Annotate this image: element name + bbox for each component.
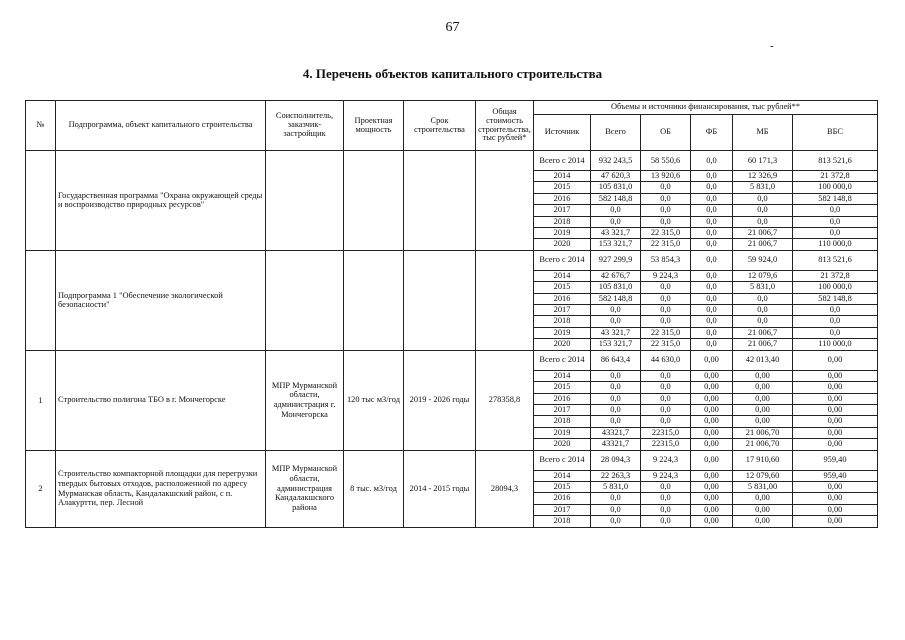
- amount-cell-ob: 44 630,0: [641, 350, 691, 370]
- amount-cell-ob: 22 315,0: [641, 327, 691, 338]
- capacity-cell: [344, 151, 404, 251]
- amount-cell-fb: 0,00: [691, 404, 733, 415]
- source-cell: 2019: [534, 228, 591, 239]
- amount-cell-vbs: 100 000,0: [793, 282, 878, 293]
- source-cell: 2014: [534, 171, 591, 182]
- amount-cell-vbs: 0,0: [793, 216, 878, 227]
- term-cell: 2019 - 2026 годы: [404, 350, 476, 450]
- amount-cell-fb: 0,0: [691, 270, 733, 281]
- row-number: 2: [26, 450, 56, 527]
- header-ob: ОБ: [641, 115, 691, 151]
- header-capacity: Проектная мощность: [344, 101, 404, 151]
- source-cell: 2020: [534, 439, 591, 450]
- amount-cell-total: 42 676,7: [591, 270, 641, 281]
- amount-cell-fb: 0,00: [691, 504, 733, 515]
- amount-cell-mb: 12 079,6: [733, 270, 793, 281]
- amount-cell-fb: 0,0: [691, 216, 733, 227]
- amount-cell-mb: 21 006,70: [733, 439, 793, 450]
- amount-cell-total: 0,0: [591, 504, 641, 515]
- amount-cell-ob: 9 224,3: [641, 270, 691, 281]
- amount-cell-total: 43 321,7: [591, 228, 641, 239]
- header-financing: Объемы и источники финансирования, тыс рублей**: [534, 101, 878, 115]
- amount-cell-mb: 0,00: [733, 404, 793, 415]
- source-cell: 2019: [534, 327, 591, 338]
- amount-cell-total: 0,0: [591, 516, 641, 527]
- amount-cell-total: 0,0: [591, 316, 641, 327]
- amount-cell-vbs: 0,00: [793, 481, 878, 492]
- table-body: [26, 151, 878, 528]
- amount-cell-vbs: 21 372,8: [793, 171, 878, 182]
- source-cell: 2018: [534, 416, 591, 427]
- header-term: Срок строительства: [404, 101, 476, 151]
- source-cell: Всего с 2014: [534, 350, 591, 370]
- amount-cell-ob: 58 550,6: [641, 151, 691, 171]
- amount-cell-ob: 0,0: [641, 516, 691, 527]
- source-cell: Всего с 2014: [534, 151, 591, 171]
- amount-cell-ob: 22 315,0: [641, 339, 691, 350]
- source-cell: 2017: [534, 404, 591, 415]
- source-cell: 2019: [534, 427, 591, 438]
- term-cell: [404, 250, 476, 350]
- amount-cell-mb: 0,0: [733, 305, 793, 316]
- amount-cell-total: 0,0: [591, 416, 641, 427]
- amount-cell-vbs: 0,00: [793, 427, 878, 438]
- amount-cell-total: 5 831,0: [591, 481, 641, 492]
- amount-cell-ob: 0,0: [641, 193, 691, 204]
- capacity-cell: 8 тыс. м3/год: [344, 450, 404, 527]
- amount-cell-ob: 0,0: [641, 370, 691, 381]
- document-title: 4. Перечень объектов капитального строительства: [302, 66, 603, 81]
- amount-cell-vbs: 959,40: [793, 450, 878, 470]
- source-cell: 2016: [534, 393, 591, 404]
- header-source: Источник: [534, 115, 591, 151]
- amount-cell-fb: 0,0: [691, 151, 733, 171]
- amount-cell-vbs: 0,00: [793, 370, 878, 381]
- source-cell: 2017: [534, 205, 591, 216]
- amount-cell-vbs: 813 521,6: [793, 250, 878, 270]
- amount-cell-fb: 0,00: [691, 450, 733, 470]
- amount-cell-mb: 42 013,40: [733, 350, 793, 370]
- amount-cell-total: 0,0: [591, 493, 641, 504]
- amount-cell-vbs: 0,00: [793, 382, 878, 393]
- amount-cell-fb: 0,00: [691, 382, 733, 393]
- amount-cell-ob: 0,0: [641, 416, 691, 427]
- amount-cell-fb: 0,0: [691, 293, 733, 304]
- amount-cell-vbs: 813 521,6: [793, 151, 878, 171]
- amount-cell-mb: 0,0: [733, 193, 793, 204]
- amount-cell-mb: 21 006,7: [733, 228, 793, 239]
- amount-cell-total: 43 321,7: [591, 327, 641, 338]
- amount-cell-fb: 0,0: [691, 171, 733, 182]
- amount-cell-vbs: 21 372,8: [793, 270, 878, 281]
- source-cell: 2014: [534, 270, 591, 281]
- amount-cell-mb: 0,00: [733, 516, 793, 527]
- amount-cell-ob: 22315,0: [641, 439, 691, 450]
- amount-cell-mb: 0,0: [733, 293, 793, 304]
- amount-cell-ob: 0,0: [641, 316, 691, 327]
- source-cell: 2016: [534, 193, 591, 204]
- amount-cell-total: 932 243,5: [591, 151, 641, 171]
- amount-cell-mb: 0,0: [733, 316, 793, 327]
- amount-cell-total: 153 321,7: [591, 239, 641, 250]
- executor-cell: [266, 151, 344, 251]
- amount-cell-total: 86 643,4: [591, 350, 641, 370]
- amount-cell-vbs: 0,0: [793, 327, 878, 338]
- amount-cell-vbs: 0,0: [793, 305, 878, 316]
- amount-cell-mb: 0,00: [733, 504, 793, 515]
- cost-cell: [476, 250, 534, 350]
- amount-cell-total: 0,0: [591, 216, 641, 227]
- table-row: [26, 450, 878, 470]
- source-cell: 2015: [534, 282, 591, 293]
- amount-cell-ob: 13 920,6: [641, 171, 691, 182]
- amount-cell-mb: 21 006,70: [733, 427, 793, 438]
- object-name: Строительство компакторной площадки для перегрузки твердых бытовых отходов, расположенной по адресу Мурманская область, Кандалакшский район, с п. Алакуртти, пер. Лесной: [56, 450, 266, 527]
- amount-cell-fb: 0,0: [691, 205, 733, 216]
- amount-cell-mb: 12 079,60: [733, 470, 793, 481]
- amount-cell-total: 22 263,3: [591, 470, 641, 481]
- amount-cell-vbs: 0,00: [793, 393, 878, 404]
- amount-cell-total: 0,0: [591, 404, 641, 415]
- amount-cell-fb: 0,0: [691, 282, 733, 293]
- amount-cell-ob: 0,0: [641, 293, 691, 304]
- source-cell: 2014: [534, 470, 591, 481]
- executor-cell: МПР Мурманской области, администрация Кандалакшского района: [266, 450, 344, 527]
- source-cell: 2018: [534, 316, 591, 327]
- source-cell: 2016: [534, 293, 591, 304]
- amount-cell-ob: 0,0: [641, 216, 691, 227]
- amount-cell-fb: 0,0: [691, 239, 733, 250]
- amount-cell-ob: 0,0: [641, 382, 691, 393]
- source-cell: Всего с 2014: [534, 250, 591, 270]
- amount-cell-mb: 21 006,7: [733, 327, 793, 338]
- header-total: Всего: [591, 115, 641, 151]
- amount-cell-ob: 0,0: [641, 404, 691, 415]
- amount-cell-mb: 0,00: [733, 493, 793, 504]
- amount-cell-vbs: 0,00: [793, 516, 878, 527]
- table-row: [26, 151, 878, 171]
- amount-cell-total: 582 148,8: [591, 193, 641, 204]
- amount-cell-total: 0,0: [591, 393, 641, 404]
- amount-cell-mb: 12 326,9: [733, 171, 793, 182]
- amount-cell-ob: 9 224,3: [641, 450, 691, 470]
- amount-cell-mb: 5 831,0: [733, 282, 793, 293]
- amount-cell-mb: 17 910,60: [733, 450, 793, 470]
- amount-cell-ob: 0,0: [641, 504, 691, 515]
- amount-cell-total: 28 094,3: [591, 450, 641, 470]
- object-name: Подпрограмма 1 "Обеспечение экологической безопасности": [56, 250, 266, 350]
- amount-cell-fb: 0,0: [691, 316, 733, 327]
- page-number: 67: [445, 20, 460, 35]
- amount-cell-fb: 0,00: [691, 393, 733, 404]
- source-cell: 2018: [534, 516, 591, 527]
- header-no: №: [26, 101, 56, 151]
- header-name: Подпрограмма, объект капитального строительства: [56, 101, 266, 151]
- row-number: [26, 151, 56, 251]
- amount-cell-fb: 0,00: [691, 439, 733, 450]
- source-cell: 2017: [534, 504, 591, 515]
- cost-cell: [476, 151, 534, 251]
- amount-cell-ob: 0,0: [641, 393, 691, 404]
- cost-cell: 278358,8: [476, 350, 534, 450]
- amount-cell-vbs: 0,00: [793, 504, 878, 515]
- amount-cell-vbs: 582 148,8: [793, 293, 878, 304]
- amount-cell-ob: 22 315,0: [641, 228, 691, 239]
- amount-cell-vbs: 0,0: [793, 205, 878, 216]
- amount-cell-ob: 0,0: [641, 493, 691, 504]
- amount-cell-total: 43321,7: [591, 427, 641, 438]
- amount-cell-vbs: 0,0: [793, 228, 878, 239]
- amount-cell-fb: 0,00: [691, 416, 733, 427]
- amount-cell-fb: 0,0: [691, 250, 733, 270]
- capacity-cell: 120 тыс м3/год: [344, 350, 404, 450]
- source-cell: 2015: [534, 481, 591, 492]
- amount-cell-vbs: 959,40: [793, 470, 878, 481]
- amount-cell-fb: 0,0: [691, 305, 733, 316]
- executor-cell: МПР Мурманской области, администрация г. Мончегорска: [266, 350, 344, 450]
- amount-cell-fb: 0,00: [691, 470, 733, 481]
- source-cell: 2020: [534, 339, 591, 350]
- amount-cell-fb: 0,00: [691, 516, 733, 527]
- header-executor: Соисполнитель, заказчик-застройщик: [266, 101, 344, 151]
- amount-cell-mb: 0,0: [733, 216, 793, 227]
- amount-cell-mb: 59 924,0: [733, 250, 793, 270]
- amount-cell-ob: 0,0: [641, 205, 691, 216]
- amount-cell-mb: 21 006,7: [733, 339, 793, 350]
- amount-cell-mb: 0,0: [733, 205, 793, 216]
- row-number: [26, 250, 56, 350]
- amount-cell-fb: 0,0: [691, 327, 733, 338]
- capital-construction-table: [25, 100, 878, 528]
- amount-cell-fb: 0,0: [691, 193, 733, 204]
- amount-cell-vbs: 0,00: [793, 350, 878, 370]
- amount-cell-mb: 0,00: [733, 382, 793, 393]
- amount-cell-vbs: 0,00: [793, 439, 878, 450]
- amount-cell-ob: 9 224,3: [641, 470, 691, 481]
- cost-cell: 28094,3: [476, 450, 534, 527]
- amount-cell-vbs: 0,00: [793, 404, 878, 415]
- table-row: [26, 350, 878, 370]
- row-number: 1: [26, 350, 56, 450]
- amount-cell-ob: 0,0: [641, 481, 691, 492]
- amount-cell-mb: 5 831,0: [733, 182, 793, 193]
- term-cell: 2014 - 2015 годы: [404, 450, 476, 527]
- amount-cell-ob: 22315,0: [641, 427, 691, 438]
- amount-cell-vbs: 0,00: [793, 416, 878, 427]
- amount-cell-total: 153 321,7: [591, 339, 641, 350]
- amount-cell-vbs: 0,00: [793, 493, 878, 504]
- amount-cell-total: 0,0: [591, 305, 641, 316]
- amount-cell-ob: 53 854,3: [641, 250, 691, 270]
- amount-cell-total: 927 299,9: [591, 250, 641, 270]
- object-name: Государственная программа "Охрана окружающей среды и воспроизводство природных ресурсов": [56, 151, 266, 251]
- amount-cell-mb: 0,00: [733, 370, 793, 381]
- amount-cell-ob: 0,0: [641, 305, 691, 316]
- source-cell: 2020: [534, 239, 591, 250]
- amount-cell-mb: 21 006,7: [733, 239, 793, 250]
- corner-mark: -: [770, 40, 774, 52]
- header-mb: МБ: [733, 115, 793, 151]
- amount-cell-fb: 0,00: [691, 481, 733, 492]
- amount-cell-ob: 22 315,0: [641, 239, 691, 250]
- source-cell: 2017: [534, 305, 591, 316]
- amount-cell-mb: 5 831,00: [733, 481, 793, 492]
- amount-cell-total: 0,0: [591, 205, 641, 216]
- source-cell: 2015: [534, 382, 591, 393]
- header-cost: Общая стоимость строительства, тыс рублей*: [476, 101, 534, 151]
- amount-cell-fb: 0,00: [691, 493, 733, 504]
- amount-cell-vbs: 100 000,0: [793, 182, 878, 193]
- amount-cell-vbs: 582 148,8: [793, 193, 878, 204]
- amount-cell-ob: 0,0: [641, 282, 691, 293]
- amount-cell-mb: 0,00: [733, 416, 793, 427]
- amount-cell-vbs: 110 000,0: [793, 339, 878, 350]
- amount-cell-total: 105 831,0: [591, 182, 641, 193]
- amount-cell-mb: 0,00: [733, 393, 793, 404]
- amount-cell-fb: 0,0: [691, 339, 733, 350]
- capacity-cell: [344, 250, 404, 350]
- amount-cell-ob: 0,0: [641, 182, 691, 193]
- amount-cell-fb: 0,00: [691, 350, 733, 370]
- amount-cell-total: 105 831,0: [591, 282, 641, 293]
- object-name: Строительство полигона ТБО в г. Мончегорске: [56, 350, 266, 450]
- source-cell: 2014: [534, 370, 591, 381]
- executor-cell: [266, 250, 344, 350]
- amount-cell-total: 47 620,3: [591, 171, 641, 182]
- amount-cell-total: 43321,7: [591, 439, 641, 450]
- term-cell: [404, 151, 476, 251]
- amount-cell-fb: 0,00: [691, 370, 733, 381]
- table-row: [26, 250, 878, 270]
- source-cell: Всего с 2014: [534, 450, 591, 470]
- amount-cell-total: 582 148,8: [591, 293, 641, 304]
- source-cell: 2018: [534, 216, 591, 227]
- amount-cell-vbs: 0,0: [793, 316, 878, 327]
- header-vbs: ВБС: [793, 115, 878, 151]
- source-cell: 2016: [534, 493, 591, 504]
- amount-cell-vbs: 110 000,0: [793, 239, 878, 250]
- amount-cell-mb: 60 171,3: [733, 151, 793, 171]
- amount-cell-total: 0,0: [591, 382, 641, 393]
- amount-cell-fb: 0,0: [691, 182, 733, 193]
- header-fb: ФБ: [691, 115, 733, 151]
- amount-cell-fb: 0,0: [691, 228, 733, 239]
- source-cell: 2015: [534, 182, 591, 193]
- amount-cell-fb: 0,00: [691, 427, 733, 438]
- amount-cell-total: 0,0: [591, 370, 641, 381]
